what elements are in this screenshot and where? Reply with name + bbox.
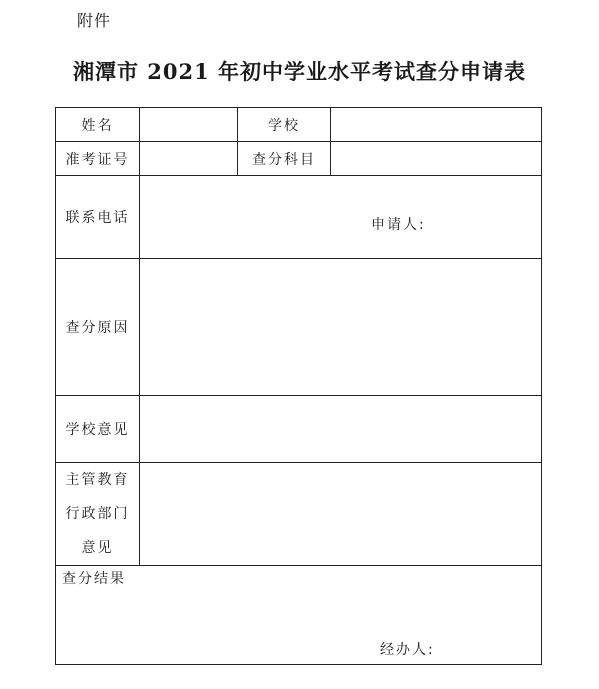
handler-label: 经办人: [380, 642, 435, 658]
phone-label: 联系电话 [56, 176, 140, 259]
school-field[interactable] [331, 108, 542, 142]
row-school-opinion [56, 396, 542, 463]
row-admin-opinion [56, 463, 542, 566]
form-title: 湘潭市 2021 年初中学业水平考试查分申请表 [72, 59, 527, 84]
row-phone [56, 176, 542, 259]
phone-field[interactable] [140, 176, 542, 259]
result-field[interactable] [56, 566, 542, 665]
row-reason [56, 259, 542, 396]
reason-field[interactable] [140, 259, 542, 396]
admin-opinion-label [56, 463, 140, 566]
admin-label-line-3: 意见 [81, 540, 114, 556]
school-opinion-field[interactable] [140, 396, 542, 463]
application-form-table [55, 107, 542, 665]
name-label: 姓名 [56, 108, 140, 142]
reason-label: 查分原因 [56, 259, 140, 396]
subject-field[interactable] [331, 142, 542, 176]
school-opinion-label: 学校意见 [56, 396, 140, 463]
admin-label-line-1: 主管教育 [65, 472, 130, 488]
school-label: 学校 [238, 108, 331, 142]
name-field[interactable] [140, 108, 238, 142]
admin-label-line-2: 行政部门 [65, 506, 130, 522]
attachment-label: 附件 [77, 11, 112, 30]
admin-opinion-field[interactable] [140, 463, 542, 566]
subject-label: 查分科目 [238, 142, 331, 176]
row-result [56, 566, 542, 665]
exam-id-label: 准考证号 [56, 142, 140, 176]
row-examid-subject [56, 142, 542, 176]
result-label: 查分结果 [62, 571, 126, 587]
applicant-label: 申请人: [371, 217, 426, 233]
row-name-school [56, 108, 542, 142]
exam-id-field[interactable] [140, 142, 238, 176]
